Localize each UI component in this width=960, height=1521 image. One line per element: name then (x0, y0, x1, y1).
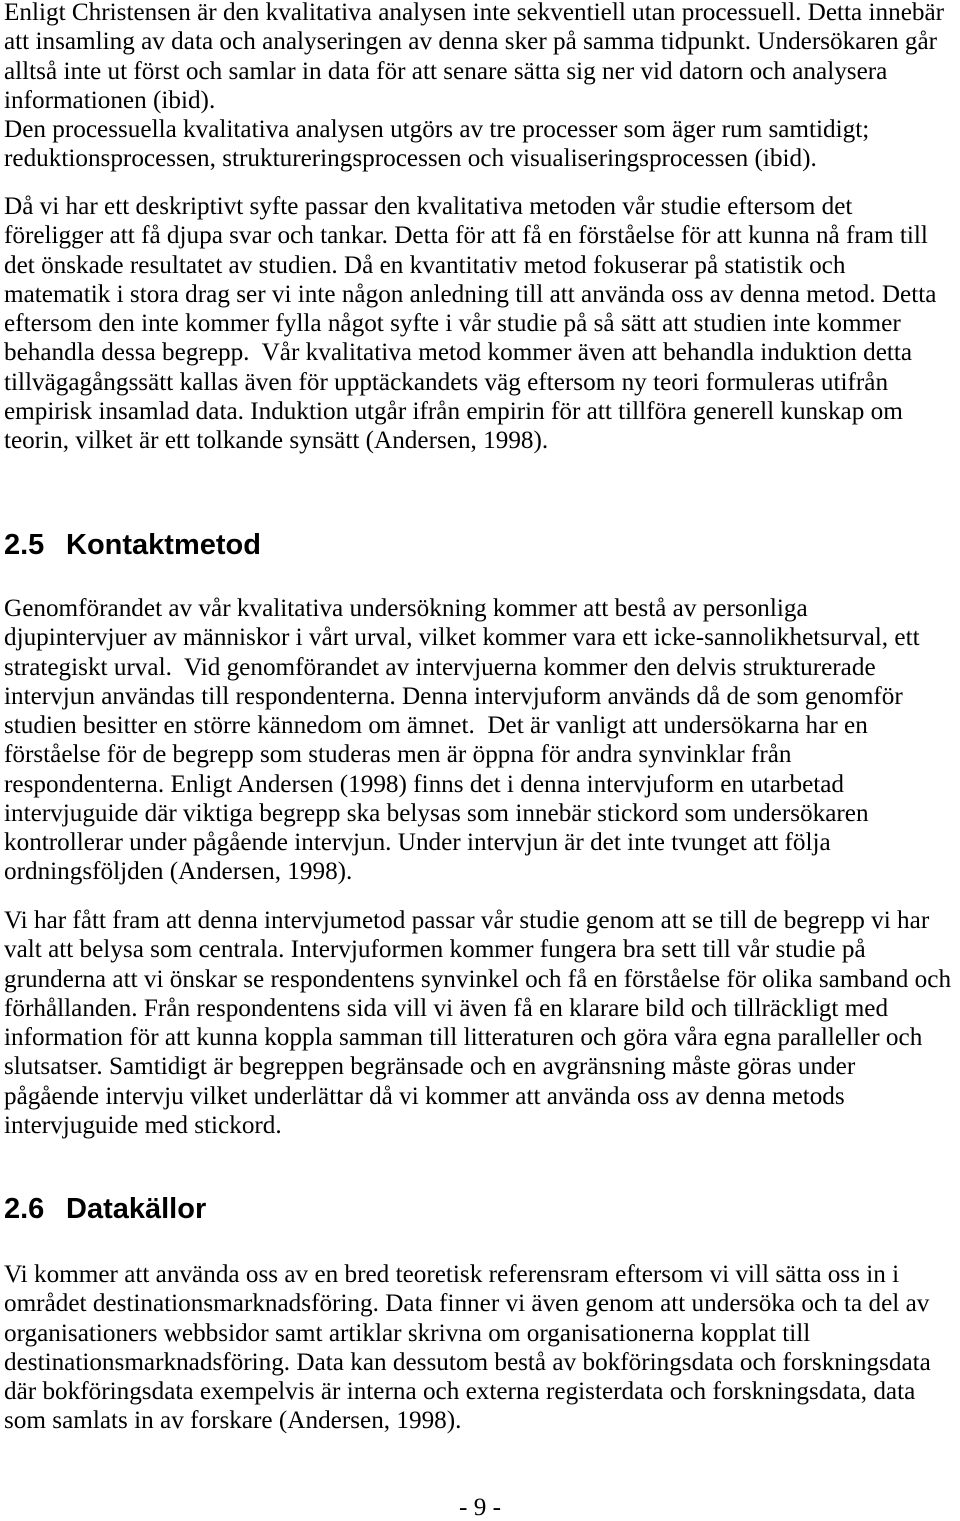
paragraph (4, 906, 951, 1140)
text-line: förhållanden. Från respondentens sida vill vi även få en klarare bild och tillräckligt med (4, 994, 889, 1022)
text-line: det önskade resultatet av studien. Då en kvantitativ metod fokuserar på statistik och (4, 251, 846, 279)
text-line: Vi kommer att använda oss av en bred teoretisk referensram eftersom vi vill sätta oss in i (4, 1261, 900, 1288)
section-number: 2.6 (4, 1193, 45, 1225)
text-line: pågående intervju vilket underlättar då vi kommer att använda oss av denna metods (4, 1082, 845, 1110)
text-line: organisationers webbsidor samt artiklar skrivna om organisationerna kopplat till (4, 1319, 811, 1347)
page-number: - 9 - (459, 1494, 501, 1521)
paragraph (4, 192, 936, 455)
text-line: valt att belysa som centrala. Intervjuformen kommer fungera bra sett till vår studie på (4, 936, 866, 964)
text-line: slutsatser. Samtidigt är begreppen begränsade och en avgränsning måste göras under (4, 1053, 856, 1081)
text-line: alltså inte ut först och samlar in data för att senare sätta sig ner vid datorn och analysera (4, 57, 888, 85)
text-line: som samlats in av forskare (Andersen, 1998). (4, 1407, 462, 1435)
section-number: 2.5 (4, 529, 45, 561)
text-line: grunderna att vi önskar se respondentens synvinkel och få en förståelse för olika samband och (4, 965, 952, 993)
text-line: förståelse för de begrepp som studeras men är öppna för andra synvinklar från (4, 741, 792, 769)
text-line: matematik i stora drag ser vi inte någon anledning till att använda oss av denna metod. Detta (4, 280, 937, 308)
text-line: där bokföringsdata exempelvis är interna och externa registerdata och forskningsdata, data (4, 1378, 916, 1405)
text-line: intervjuguide med stickord. (4, 1111, 282, 1139)
text-line: empirisk insamlad data. Induktion utgår ifrån empirin för att tillföra generell kunskap om (4, 397, 903, 425)
text-line: eftersom den inte kommer fylla något syfte i vår studie på så sätt att studien inte kommer (4, 310, 901, 337)
text-line: information för att kunna koppla samman till litteraturen och göra våra egna paralleller och (4, 1024, 923, 1051)
text-line: informationen (ibid). (4, 86, 216, 114)
text-line: kontrollerar under pågående intervjun. Under intervjun är det inte tvunget att följa (4, 829, 831, 856)
text-line: att insamling av data och analyseringen av denna sker på samma tidpunkt. Undersökaren går (4, 28, 938, 56)
text-line: studien besitter en större kännedom om ämnet. Det är vanligt att undersökarna har en (4, 712, 868, 739)
text-line: Då vi har ett deskriptivt syfte passar den kvalitativa metoden vår studie eftersom det (4, 193, 853, 220)
text-line: Enligt Christensen är den kvalitativa analysen inte sekventiell utan processuell. Detta innebär (4, 0, 945, 26)
paragraph (4, 594, 920, 887)
section-title: Datakällor (66, 1193, 207, 1225)
text-line: intervjun användas till respondenterna. Denna intervjuform används då de som genomför (4, 682, 903, 710)
text-line: området destinationsmarknadsföring. Data finner vi även genom att undersöka och ta del av (4, 1290, 930, 1318)
paragraph (4, 1260, 931, 1436)
section-title: Kontaktmetod (66, 529, 261, 561)
text-line: föreligger att få djupa svar och tankar. Detta för att få en förståelse för att kunna nå fram till (4, 222, 928, 250)
text-line: Den processuella kvalitativa analysen utgörs av tre processer som äger rum samtidigt; (4, 116, 870, 143)
text-line: ordningsföljden (Andersen, 1998). (4, 858, 353, 886)
paragraph (4, 0, 944, 174)
text-line: respondenterna. Enligt Andersen (1998) finns det i denna intervjuform en utarbetad (4, 770, 845, 798)
text-line: reduktionsprocessen, struktureringsprocessen och visualiseringsprocessen (ibid). (4, 145, 817, 173)
text-line: intervjuguide där viktiga begrepp ska belysas som innebär stickord som undersökaren (4, 799, 869, 827)
text-line: Vi har fått fram att denna intervjumetod passar vår studie genom att se till de begrepp vi har (4, 907, 930, 934)
section-heading (4, 1192, 904, 1226)
text-line: tillvägagångssätt kallas även för upptäckandets väg eftersom ny teori formuleras utifrån (4, 368, 889, 396)
text-line: destinationsmarknadsföring. Data kan dessutom bestå av bokföringsdata och forskningsdata (4, 1348, 931, 1376)
text-line: strategiskt urval. Vid genomförandet av intervjuerna kommer den delvis strukturerade (4, 653, 876, 681)
text-line: Genomförandet av vår kvalitativa undersökning kommer att bestå av personliga (4, 595, 808, 622)
text-line: djupintervjuer av människor i vårt urval, vilket kommer vara ett icke-sannolikhetsurval, ett (4, 624, 920, 652)
section-heading (4, 528, 904, 562)
text-line: behandla dessa begrepp. Vår kvalitativa metod kommer även att behandla induktion detta (4, 339, 913, 367)
text-line: teorin, vilket är ett tolkande synsätt (Andersen, 1998). (4, 427, 549, 454)
